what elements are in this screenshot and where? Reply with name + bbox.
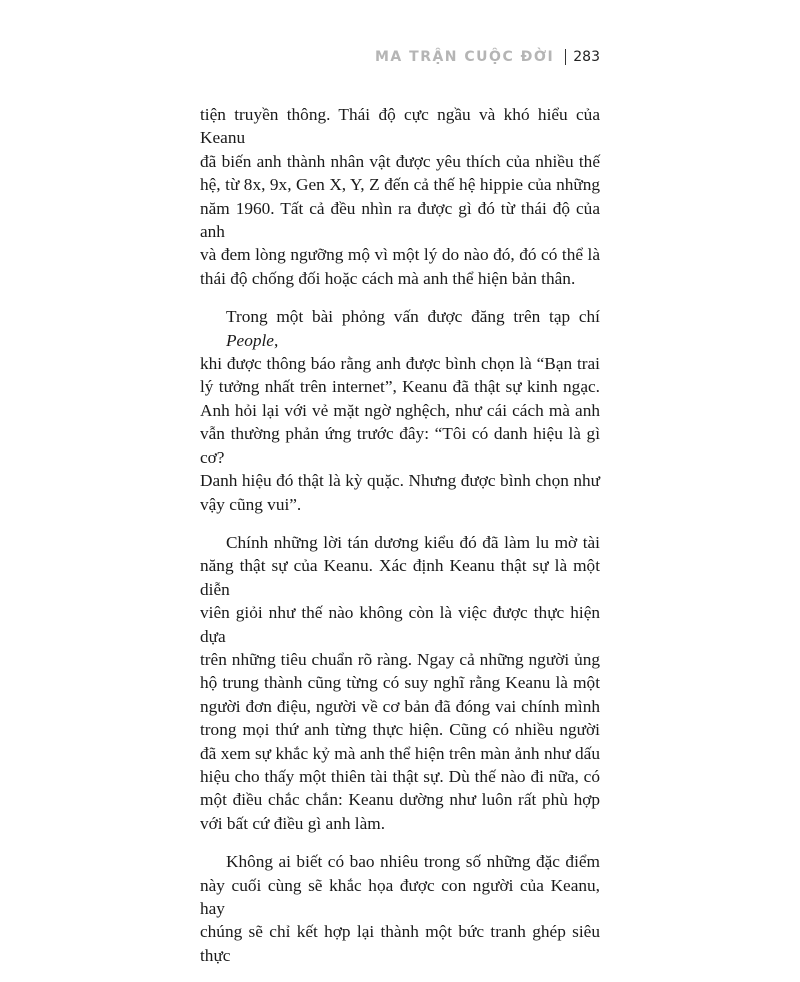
text-line: trên những tiêu chuẩn rõ ràng. Ngay cả những người ủng (200, 649, 600, 669)
text-line: hộ trung thành cũng từng có suy nghĩ rằng Keanu là một (200, 673, 600, 693)
text-line: này cuối cùng sẽ khắc họa được con người của Keanu, hay (200, 875, 600, 918)
paragraph (200, 531, 600, 835)
chapter-title: MA TRẬN CUỘC ĐỜI (375, 49, 555, 65)
text-line: tiện truyền thông. Thái độ cực ngầu và khó hiểu của Keanu (200, 105, 600, 148)
text-line: năm 1960. Tất cả đều nhìn ra được gì đó từ thái độ của anh (200, 198, 600, 242)
body-text (200, 103, 600, 982)
text-line: đã xem sự khắc kỷ mà anh thể hiện trên màn ảnh như dấu (200, 743, 600, 763)
text-line: Chính những lời tán dương kiểu đó đã làm lu mờ tài (226, 532, 600, 552)
text-line: lý tưởng nhất trên internet”, Keanu đã thật sự kinh ngạc. (200, 377, 600, 397)
text-line: với bất cứ điều gì anh làm. (200, 813, 386, 833)
text-line: hệ, từ 8x, 9x, Gen X, Y, Z đến cả thế hệ hippie của những (200, 175, 600, 195)
text-line: viên giỏi như thế nào không còn là việc được thực hiện dựa (200, 603, 600, 646)
text-line (200, 305, 600, 352)
header-divider (565, 49, 566, 65)
text-line: thái độ chống đối hoặc cách mà anh thể hiện bản thân. (200, 268, 576, 288)
magazine-title: People (226, 330, 274, 350)
text-line: Anh hỏi lại với vẻ mặt ngờ nghệch, như cái cách mà anh (200, 400, 600, 420)
paragraph (200, 103, 600, 290)
text-line: chúng sẽ chỉ kết hợp lại thành một bức tranh ghép siêu thực (200, 922, 600, 965)
text-run: Trong một bài phỏng vấn được đăng trên tạp chí (226, 307, 600, 327)
text-line: vẫn thường phản ứng trước đây: “Tôi có danh hiệu là gì cơ? (200, 424, 600, 467)
paragraph (200, 850, 600, 967)
paragraph (200, 305, 600, 516)
text-line: Danh hiệu đó thật là kỳ quặc. Nhưng được bình chọn như (200, 471, 600, 491)
page-number: 283 (573, 49, 600, 65)
running-header (375, 47, 600, 67)
text-line: trong mọi thứ anh từng thực hiện. Cũng có nhiều người (200, 720, 600, 740)
text-line: khi được thông báo rằng anh được bình chọn là “Bạn trai (200, 354, 600, 374)
text-line: vậy cũng vui”. (200, 494, 302, 514)
text-line: đã biến anh thành nhân vật được yêu thích của nhiều thế (200, 151, 600, 171)
text-line: và đem lòng ngưỡng mộ vì một lý do nào đó, đó có thể là (200, 245, 600, 265)
text-line: Không ai biết có bao nhiêu trong số những đặc điểm (226, 852, 600, 872)
text-line: năng thật sự của Keanu. Xác định Keanu thật sự là một diễn (200, 556, 600, 599)
text-line: hiệu cho thấy một thiên tài thật sự. Dù thế nào đi nữa, có (200, 766, 600, 786)
text-line: một điều chắc chắn: Keanu dường như luôn rất phù hợp (200, 790, 600, 810)
text-line: người đơn điệu, người về cơ bản đã đóng vai chính mình (200, 696, 600, 716)
text-run: , (273, 330, 279, 350)
